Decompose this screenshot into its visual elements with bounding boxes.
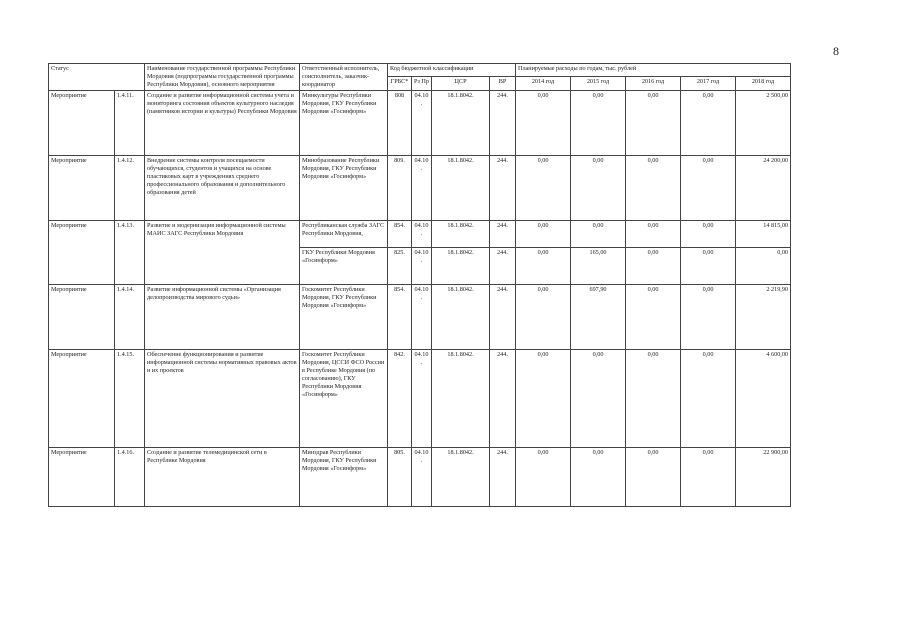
row-value-2018: 0,00 — [736, 247, 791, 284]
row-grbs: 842. — [388, 349, 412, 447]
row-status: Мероприятие — [49, 447, 115, 506]
row-rzpr: 04.10. — [412, 284, 432, 349]
header-status: Статус — [49, 64, 145, 91]
row-value-2015: 0,00 — [571, 349, 626, 447]
row-name: Развитие и модернизация информационной системы МАИС ЗАГС Республики Мордовия — [145, 220, 300, 284]
row-rzpr: 04.10. — [412, 155, 432, 220]
table-row — [49, 284, 791, 349]
row-responsible: Минздрав Республики Мордовия, ГКУ Республики Мордовия «Госинформ» — [300, 447, 388, 506]
row-value-2018: 24 200,00 — [736, 155, 791, 220]
row-name: Внедрение системы контроля посещаемости обучающихся, студентов и учащихся на основе пластиковых карт в учреждениях среднего профессионального образования и дополнительного образования детей — [145, 155, 300, 220]
row-grbs: 854. — [388, 284, 412, 349]
row-value-2014: 0,00 — [516, 90, 571, 155]
row-rzpr: 04.10. — [412, 349, 432, 447]
row-value-2018: 2 219,90 — [736, 284, 791, 349]
row-csr: 18.1.8042. — [432, 90, 490, 155]
table-row — [49, 447, 791, 506]
row-responsible: Минкультуры Республики Мордовия, ГКУ Республики Мордовия «Госинформ» — [300, 90, 388, 155]
row-value-2014: 0,00 — [516, 349, 571, 447]
row-status: Мероприятие — [49, 155, 115, 220]
page-number: 8 — [833, 44, 839, 58]
header-vr: ВР — [490, 77, 516, 90]
row-value-2015: 697,90 — [571, 284, 626, 349]
row-number: 1.4.14. — [115, 284, 145, 349]
table-row — [49, 220, 791, 247]
row-rzpr: 04.10. — [412, 247, 432, 284]
header-name: Наименование государственной программы Республики Мордовия (подпрограммы государственной программы Республики Мордовия), основного мероприятия — [145, 64, 300, 91]
row-value-2015: 0,00 — [571, 155, 626, 220]
row-value-2018: 2 500,00 — [736, 90, 791, 155]
row-csr: 18.1.8042. — [432, 247, 490, 284]
table-row — [49, 155, 791, 220]
row-value-2014: 0,00 — [516, 447, 571, 506]
header-grbs: ГРБС* — [388, 77, 412, 90]
row-grbs: 825. — [388, 247, 412, 284]
row-responsible: ГКУ Республики Мордовия «Госинформ» — [300, 247, 388, 284]
row-value-2017: 0,00 — [681, 349, 736, 447]
row-value-2015: 0,00 — [571, 220, 626, 247]
row-value-2016: 0,00 — [626, 155, 681, 220]
row-value-2015: 0,00 — [571, 447, 626, 506]
row-vr: 244. — [490, 155, 516, 220]
table-row — [49, 349, 791, 447]
row-value-2016: 0,00 — [626, 90, 681, 155]
row-csr: 18.1.8042. — [432, 349, 490, 447]
row-grbs: 854. — [388, 220, 412, 247]
row-rzpr: 04.10. — [412, 220, 432, 247]
header-budget-code: Код бюджетной классификации — [388, 64, 516, 77]
row-value-2018: 4 600,00 — [736, 349, 791, 447]
row-rzpr: 04.10. — [412, 447, 432, 506]
row-value-2014: 0,00 — [516, 284, 571, 349]
row-value-2018: 22 900,00 — [736, 447, 791, 506]
header-csr: ЦСР — [432, 77, 490, 90]
row-status: Мероприятие — [49, 284, 115, 349]
row-vr: 244. — [490, 90, 516, 155]
row-csr: 18.1.8042. — [432, 220, 490, 247]
row-value-2015: 0,00 — [571, 90, 626, 155]
budget-table — [48, 63, 791, 507]
row-vr: 244. — [490, 349, 516, 447]
row-vr: 244. — [490, 447, 516, 506]
row-vr: 244. — [490, 220, 516, 247]
row-vr: 244. — [490, 284, 516, 349]
row-vr: 244. — [490, 247, 516, 284]
row-number: 1.4.12. — [115, 155, 145, 220]
row-value-2017: 0,00 — [681, 155, 736, 220]
table-row — [49, 90, 791, 155]
row-csr: 18.1.8042. — [432, 155, 490, 220]
row-name: Создание и развитие информационной системы учета и мониторинга состояния объектов культурного наследия (памятников истории и культуры) Республики Мордовия — [145, 90, 300, 155]
row-value-2016: 0,00 — [626, 447, 681, 506]
row-name: Создание и развитие телемедицинской сети в Республике Мордовия — [145, 447, 300, 506]
row-value-2017: 0,00 — [681, 247, 736, 284]
header-year-2017: 2017 год — [681, 77, 736, 90]
header-rz-pr: Рз Пр — [412, 77, 432, 90]
row-value-2014: 0,00 — [516, 155, 571, 220]
row-rzpr: 04.10. — [412, 90, 432, 155]
row-value-2017: 0,00 — [681, 90, 736, 155]
row-value-2016: 0,00 — [626, 284, 681, 349]
header-year-2016: 2016 год — [626, 77, 681, 90]
row-value-2016: 0,00 — [626, 349, 681, 447]
row-number: 1.4.13. — [115, 220, 145, 284]
row-status: Мероприятие — [49, 220, 115, 284]
row-value-2015: 165,00 — [571, 247, 626, 284]
row-name: Обеспечение функционирования и развитие информационной системы нормативных правовых актов и их проектов — [145, 349, 300, 447]
row-responsible: Республиканская служба ЗАГС Республики Мордовия, — [300, 220, 388, 247]
row-value-2017: 0,00 — [681, 447, 736, 506]
row-number: 1.4.15. — [115, 349, 145, 447]
row-value-2014: 0,00 — [516, 247, 571, 284]
row-value-2017: 0,00 — [681, 284, 736, 349]
row-value-2016: 0,00 — [626, 220, 681, 247]
row-csr: 18.1.8042. — [432, 284, 490, 349]
row-value-2017: 0,00 — [681, 220, 736, 247]
row-grbs: 808 — [388, 90, 412, 155]
row-number: 1.4.16. — [115, 447, 145, 506]
header-responsible: Ответственный исполнитель, соисполнитель, заказчик-координатор — [300, 64, 388, 91]
row-responsible: Госкомитет Республики Мордовия, ЦССИ ФСО России в Республике Мордовия (по согласованию), ГКУ Республики Мордовия «Госинформ» — [300, 349, 388, 447]
header-year-2014: 2014 год — [516, 77, 571, 90]
row-responsible: Госкомитет Республики Мордовия, ГКУ Республики Мордовия «Госинформ» — [300, 284, 388, 349]
header-year-2018: 2018 год — [736, 77, 791, 90]
row-value-2016: 0,00 — [626, 247, 681, 284]
header-row-1 — [49, 64, 791, 77]
row-name: Развитие информационной системы «Организация делопроизводства мирового судьи» — [145, 284, 300, 349]
row-value-2018: 14 815,00 — [736, 220, 791, 247]
row-status: Мероприятие — [49, 349, 115, 447]
row-status: Мероприятие — [49, 90, 115, 155]
row-grbs: 805. — [388, 447, 412, 506]
row-responsible: Минобразование Республики Мордовия, ГКУ Республики Мордовия «Госинформ» — [300, 155, 388, 220]
row-number: 1.4.11. — [115, 90, 145, 155]
row-grbs: 809. — [388, 155, 412, 220]
header-year-2015: 2015 год — [571, 77, 626, 90]
row-value-2014: 0,00 — [516, 220, 571, 247]
header-planned: Планируемые расходы по годам, тыс. рублей — [516, 64, 791, 77]
row-csr: 18.1.8042. — [432, 447, 490, 506]
